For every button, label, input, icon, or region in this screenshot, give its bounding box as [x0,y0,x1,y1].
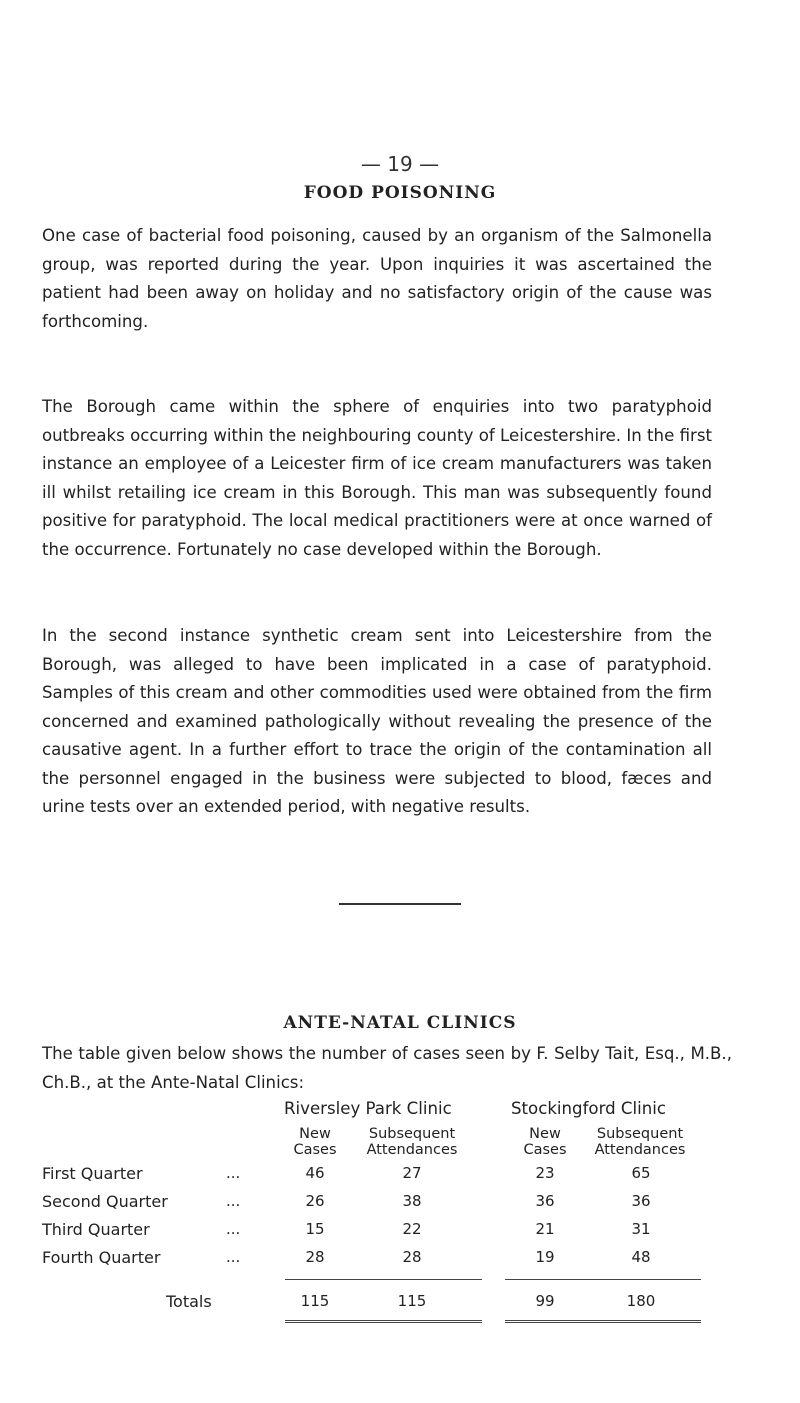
sub-header [352,1126,472,1158]
food-poisoning-heading: FOOD POISONING [303,183,497,203]
section-divider [339,903,461,905]
page-number: — 19 — [360,152,440,176]
totals-label: Totals [166,1292,212,1311]
sub-header [578,1126,702,1158]
table-cell: 27 [402,1164,422,1182]
row-dots: ... [226,1192,241,1210]
sub-header-line: Subsequent [596,1126,684,1142]
row-label: Third Quarter [42,1220,150,1239]
sub-header-line: Cases [293,1142,337,1158]
table-cell: 31 [631,1220,651,1238]
table-cell: 38 [402,1192,422,1210]
table-cell: 48 [631,1248,651,1266]
table-cell: 23 [535,1164,555,1182]
sub-header [500,1126,590,1158]
table-cell: 65 [631,1164,651,1182]
total-cell: 115 [397,1292,427,1310]
table-cell: 21 [535,1220,555,1238]
sub-header-line: Attendances [366,1142,458,1158]
sub-header-line: New [529,1126,561,1142]
table-cell: 15 [305,1220,325,1238]
sub-header [270,1126,360,1158]
table-cell: 46 [305,1164,325,1182]
row-dots: ... [226,1164,241,1182]
total-cell: 115 [300,1292,330,1310]
row-label: First Quarter [42,1164,143,1183]
table-cell: 36 [631,1192,651,1210]
row-label: Fourth Quarter [42,1248,161,1267]
row-dots: ... [226,1220,241,1238]
row-label: Second Quarter [42,1192,168,1211]
table-cell: 28 [402,1248,422,1266]
row-dots: ... [226,1248,241,1266]
subtotal-rule [505,1279,701,1280]
group-header-stockingford: Stockingford Clinic [511,1099,666,1118]
paragraph: In the second instance synthetic cream sent into Leicestershire from the Borough, was alleged to have been implicated in a case of paratyphoid. Samples of this cream and other commodities used were obtained from the firm concerned and examined pathologically without revealing the presence of the causative agent. In a further effort to trace the origin of the contamination all the personnel engaged in the business were subjected to blood, fæces and urine tests over an extended period, with negative results. [42,626,712,816]
sub-header-line: Attendances [594,1142,686,1158]
table-cell: 22 [402,1220,422,1238]
table-cell: 26 [305,1192,325,1210]
total-cell: 99 [535,1292,555,1310]
table-cell: 36 [535,1192,555,1210]
sub-header-line: New [299,1126,331,1142]
total-cell: 180 [626,1292,656,1310]
table-cell: 19 [535,1248,555,1266]
paragraph: One case of bacterial food poisoning, caused by an organism of the Salmonella group, was reported during the year. Upon inquiries it was ascertained the patient had been away on holiday and no satisfactory origin of the cause was forthcoming. [42,226,712,331]
ante-natal-heading: ANTE-NATAL CLINICS [283,1013,517,1033]
total-double-rule [285,1320,482,1325]
sub-header-line: Subsequent [368,1126,456,1142]
sub-header-line: Cases [523,1142,567,1158]
table-intro: The table given below shows the number of cases seen by F. Selby Tait, Esq., M.B., Ch.B., at the Ante-Natal Clinics: [42,1044,732,1092]
table-cell: 28 [305,1248,325,1266]
paragraph: The Borough came within the sphere of enquiries into two paratyphoid outbreaks occurring within the neighbouring county of Leicestershire. In the first instance an employee of a Leicester firm of ice cream manufacturers was taken ill whilst retailing ice cream in this Borough. This man was subsequently found positive for paratyphoid. The local medical practitioners were at once warned of the occurrence. Fortunately no case developed within the Borough. [42,397,712,559]
subtotal-rule [285,1279,482,1280]
group-header-riversley: Riversley Park Clinic [284,1099,452,1118]
total-double-rule [505,1320,701,1325]
